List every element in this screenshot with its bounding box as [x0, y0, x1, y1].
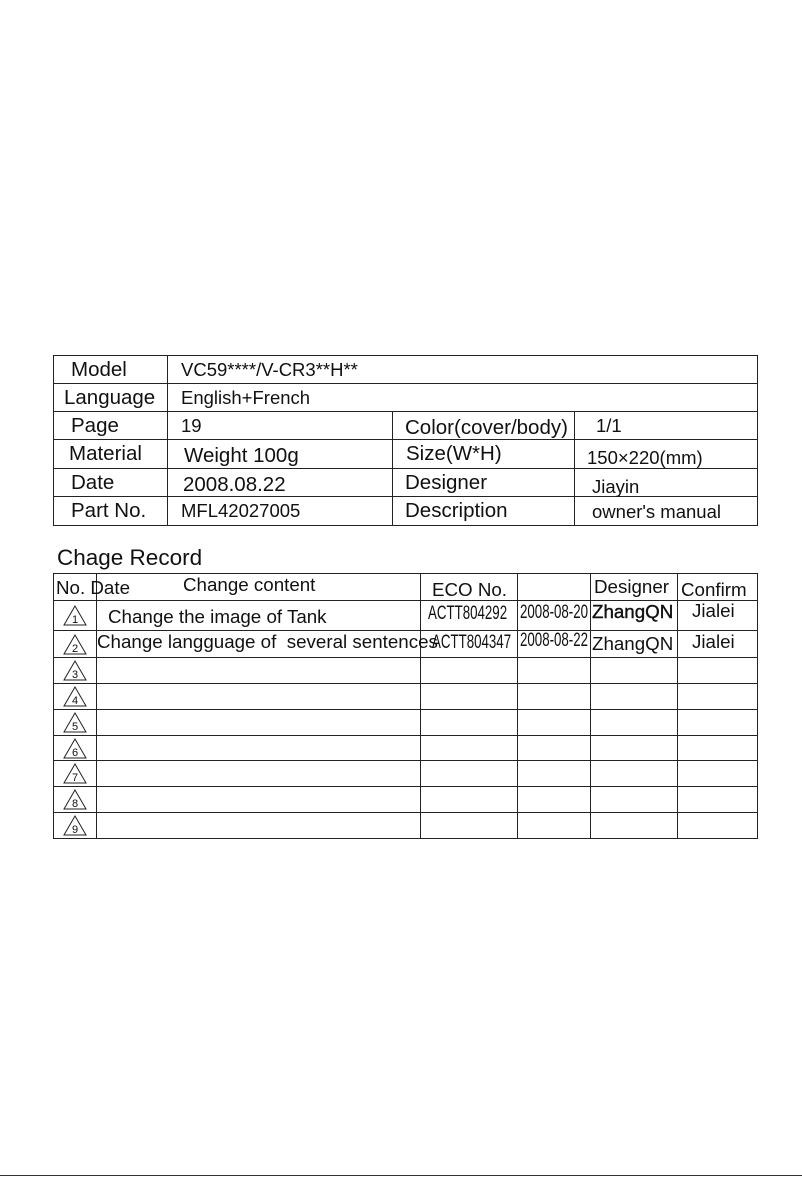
- change-date-cell: [518, 601, 591, 631]
- revision-triangle-icon: [63, 712, 87, 733]
- revision-number: 7: [71, 772, 79, 784]
- color-value: 1/1: [575, 412, 758, 440]
- change-date: 2008-08-20: [520, 602, 589, 623]
- change-designer: [591, 761, 678, 787]
- change-date: 2008-08-22: [520, 630, 589, 651]
- page-bottom-rule: [0, 1175, 802, 1176]
- change-confirm: [678, 658, 758, 684]
- revision-number: 5: [71, 721, 79, 733]
- change-confirm: Jialei: [678, 631, 758, 658]
- designer-value: Jiayin: [575, 469, 758, 497]
- revision-triangle-icon: [63, 815, 87, 836]
- change-number-cell: [54, 761, 97, 787]
- change-confirm: Jialei: [678, 601, 758, 631]
- change-content: [97, 787, 421, 813]
- revision-number: 2: [71, 642, 79, 655]
- change-content: [97, 710, 421, 736]
- change-content: [97, 736, 421, 761]
- change-number-cell: [54, 631, 97, 658]
- change-confirm: [678, 736, 758, 761]
- header-date-blank: [518, 574, 591, 601]
- material-label: Material: [54, 440, 168, 469]
- revision-triangle-icon: [63, 738, 87, 759]
- revision-number: 9: [71, 824, 79, 836]
- revision-number: 8: [71, 798, 79, 810]
- change-content: [97, 761, 421, 787]
- eco-no-cell: [421, 684, 518, 710]
- revision-triangle-icon: [63, 605, 87, 626]
- change-confirm: [678, 710, 758, 736]
- size-value: 150×220(mm): [575, 440, 758, 469]
- revision-triangle-icon: [63, 789, 87, 810]
- change-content: Change langguage of several sentences: [97, 631, 421, 658]
- change-content: [97, 813, 421, 839]
- date-value: 2008.08.22: [168, 469, 393, 497]
- date-label: Date: [54, 469, 168, 497]
- change-number-cell: [54, 736, 97, 761]
- change-date-cell: [518, 761, 591, 787]
- change-confirm: [678, 813, 758, 839]
- change-date-cell: [518, 710, 591, 736]
- revision-number: 1: [71, 614, 79, 626]
- eco-no: ACTT804292: [428, 603, 508, 624]
- designer-label: Designer: [393, 469, 575, 497]
- change-date-cell: [518, 813, 591, 839]
- change-designer: [591, 658, 678, 684]
- change-designer: ZhangQN: [591, 631, 678, 658]
- eco-no-cell: [421, 736, 518, 761]
- revision-triangle-icon: [63, 634, 87, 655]
- revision-number: 6: [71, 746, 79, 759]
- model-label: Model: [54, 356, 168, 384]
- change-number-cell: [54, 710, 97, 736]
- change-number-cell: [54, 684, 97, 710]
- language-label: Language: [54, 384, 168, 412]
- revision-number: 4: [71, 695, 79, 707]
- change-number-cell: [54, 787, 97, 813]
- change-date-cell: [518, 736, 591, 761]
- change-designer: [591, 684, 678, 710]
- change-designer: [591, 813, 678, 839]
- page-value: 19: [168, 412, 393, 440]
- change-content: [97, 684, 421, 710]
- header-designer: Designer: [591, 574, 678, 601]
- header-no-date: No. Date: [54, 574, 97, 601]
- change-confirm: [678, 761, 758, 787]
- change-designer: [591, 710, 678, 736]
- eco-no-cell: [421, 658, 518, 684]
- language-value: English+French: [168, 384, 758, 412]
- model-value: VC59****/V-CR3**H**: [168, 356, 758, 384]
- part-no-value: MFL42027005: [168, 497, 393, 526]
- size-label: Size(W*H): [393, 440, 575, 469]
- change-date-cell: [518, 658, 591, 684]
- spec-table: [53, 355, 758, 526]
- eco-no-cell: [421, 761, 518, 787]
- eco-no: ACTT804347: [432, 632, 512, 653]
- change-record-table: [53, 573, 758, 839]
- change-number-cell: [54, 813, 97, 839]
- revision-number: 3: [71, 669, 79, 681]
- change-date-cell: [518, 684, 591, 710]
- eco-no-cell: [421, 631, 518, 658]
- revision-triangle-icon: [63, 763, 87, 784]
- change-number-cell: [54, 601, 97, 631]
- change-designer: [591, 736, 678, 761]
- revision-triangle-icon: [63, 660, 87, 681]
- header-eco-no: ECO No.: [421, 574, 518, 601]
- part-no-label: Part No.: [54, 497, 168, 526]
- eco-no-cell: [421, 787, 518, 813]
- color-label: Color(cover/body): [393, 412, 575, 440]
- page-label: Page: [54, 412, 168, 440]
- header-confirm: Confirm: [678, 574, 758, 601]
- header-change-content: Change content: [97, 574, 421, 601]
- change-date-cell: [518, 787, 591, 813]
- change-designer: [591, 787, 678, 813]
- change-content: [97, 658, 421, 684]
- change-date-cell: [518, 631, 591, 658]
- material-value: Weight 100g: [168, 440, 393, 469]
- change-designer: ZhangQN: [591, 601, 678, 631]
- description-label: Description: [393, 497, 575, 526]
- change-number-cell: [54, 658, 97, 684]
- change-content: Change the image of Tank: [97, 601, 421, 631]
- eco-no-cell: [421, 710, 518, 736]
- description-value: owner's manual: [575, 497, 758, 526]
- change-record-title: Chage Record: [57, 545, 203, 570]
- eco-no-cell: [421, 813, 518, 839]
- eco-no-cell: [421, 601, 518, 631]
- revision-triangle-icon: [63, 686, 87, 707]
- change-confirm: [678, 684, 758, 710]
- change-confirm: [678, 787, 758, 813]
